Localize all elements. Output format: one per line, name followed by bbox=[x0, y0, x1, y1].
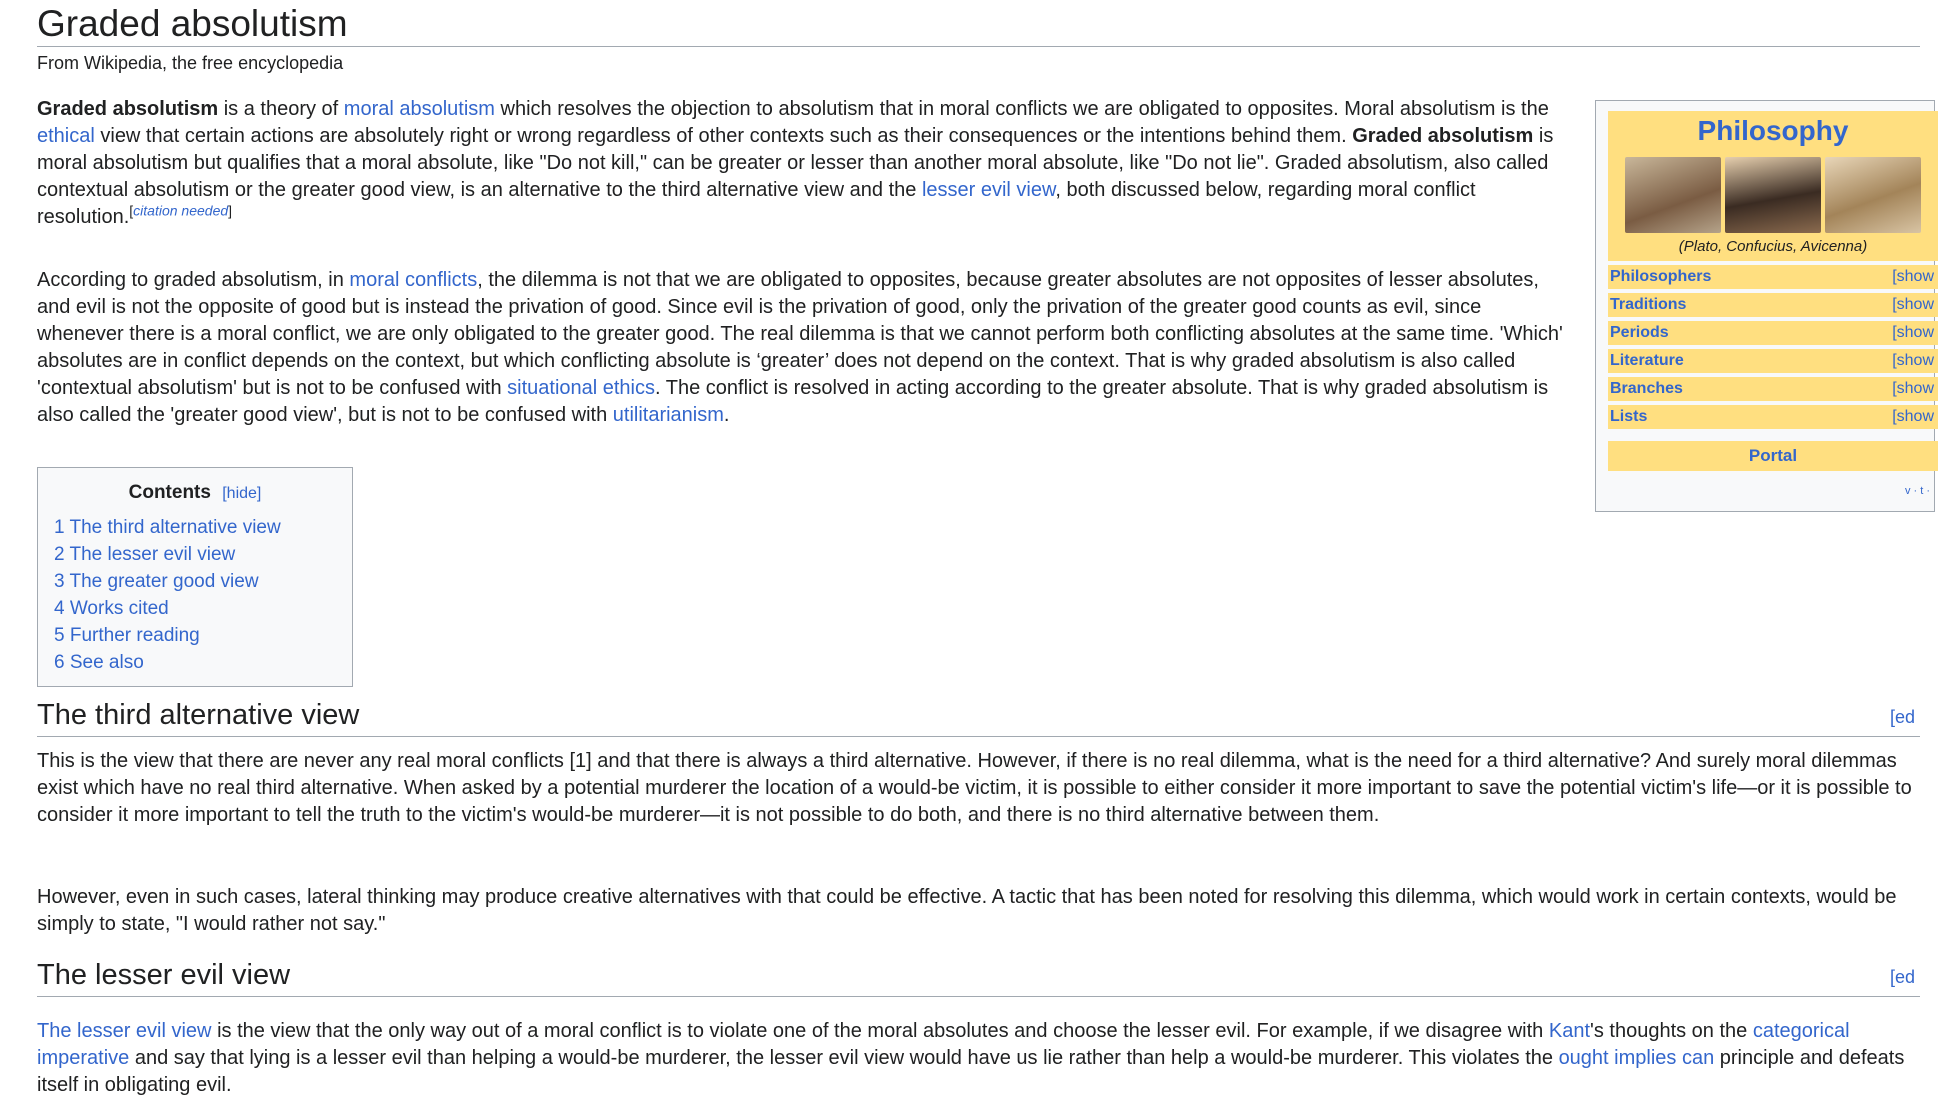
text: . The conflict is resolved in acting according to the greater absolute. That is why graded absolutism is also called the 'greater good view', but is not to be confused with bbox=[37, 377, 1549, 426]
toc-title: Contents bbox=[128, 482, 211, 503]
infobox-title[interactable]: Philosophy bbox=[1608, 111, 1938, 153]
infobox-row-label[interactable]: Literature bbox=[1610, 352, 1684, 369]
infobox-caption: (Plato, Confucius, Avicenna) bbox=[1608, 237, 1938, 261]
text: is a theory of bbox=[218, 98, 344, 120]
infobox-row-literature[interactable] bbox=[1608, 349, 1938, 373]
text: According to graded absolutism, in bbox=[37, 269, 350, 291]
avicenna-portrait-image[interactable] bbox=[1825, 157, 1921, 233]
infobox-vte-links[interactable]: v · t · bbox=[1904, 485, 1930, 497]
infobox-inner bbox=[1608, 111, 1938, 497]
toc-link-works-cited[interactable]: 4 Works cited bbox=[54, 598, 169, 619]
text: , both discussed below, regarding moral conflict resolution. bbox=[37, 179, 1476, 228]
link-moral-absolutism[interactable]: moral absolutism bbox=[343, 98, 495, 120]
infobox-row-traditions[interactable] bbox=[1608, 293, 1938, 317]
citation-needed-label[interactable]: citation needed bbox=[133, 202, 229, 219]
link-ought-implies-can[interactable]: ought implies can bbox=[1558, 1047, 1715, 1069]
infobox-show-toggle[interactable]: [show bbox=[1892, 296, 1934, 313]
infobox-portal-link[interactable]: Portal bbox=[1608, 441, 1938, 471]
intro-paragraph-2 bbox=[37, 267, 1567, 429]
toc-item[interactable] bbox=[54, 595, 352, 622]
intro-paragraph-1 bbox=[37, 96, 1567, 231]
toc-link-further-reading[interactable]: 5 Further reading bbox=[54, 625, 200, 646]
infobox-row-label[interactable]: Lists bbox=[1610, 408, 1648, 425]
infobox-row-label[interactable]: Philosophers bbox=[1610, 268, 1712, 285]
table-of-contents bbox=[37, 467, 353, 687]
link-kant[interactable]: Kant bbox=[1548, 1020, 1591, 1042]
philosophy-infobox bbox=[1595, 100, 1935, 512]
infobox-row-branches[interactable] bbox=[1608, 377, 1938, 401]
toc-link-third-alternative[interactable]: 1 The third alternative view bbox=[54, 517, 281, 538]
infobox-show-toggle[interactable]: [show bbox=[1892, 268, 1934, 285]
link-ethical[interactable]: ethical bbox=[37, 125, 95, 147]
section-heading-third-alternative: The third alternative view bbox=[37, 699, 360, 731]
infobox-show-toggle[interactable]: [show bbox=[1892, 324, 1934, 341]
link-lesser-evil-view[interactable]: The lesser evil view bbox=[37, 1020, 212, 1042]
text: , the dilemma is not that we are obligated to opposites, because greater absolutes are not opposites of lesser absolutes, and evil is not the opposite of good but is instead the privation of good. Since evil is the privation of good, only the privation of the greater good counts as evil, since whenever there is a moral conflict, we are only obligated to the greater good. The real dilemma is that we cannot perform both conflicting absolutes at the same time. 'Which' absolutes are in conflict depends on the context, but which conflicting absolute is ‘greater’ does not depend on the context. That is why graded absolutism is also called 'contextual absolutism' but is not to be confused with bbox=[37, 269, 1563, 399]
bold-term: Graded absolutism bbox=[1352, 125, 1534, 147]
toc-item[interactable] bbox=[54, 622, 352, 649]
text: . bbox=[723, 404, 730, 426]
link-situational-ethics[interactable]: situational ethics bbox=[507, 377, 656, 399]
confucius-portrait-image[interactable] bbox=[1725, 157, 1821, 233]
text: principle and defeats itself in obligating evil. bbox=[37, 1047, 1905, 1096]
toc-item[interactable] bbox=[54, 541, 352, 568]
infobox-row-philosophers[interactable] bbox=[1608, 265, 1938, 289]
infobox-show-toggle[interactable]: [show bbox=[1892, 408, 1934, 425]
citation-needed[interactable] bbox=[129, 202, 232, 218]
text: which resolves the objection to absolutism that in moral conflicts we are obligated to opposites. Moral absolutism is the bbox=[494, 98, 1549, 120]
text: is the view that the only way out of a moral conflict is to violate one of the moral absolutes and choose the lesser evil. For example, if we disagree with bbox=[211, 1020, 1549, 1042]
toc-list bbox=[54, 514, 352, 676]
section-1-paragraph-2: However, even in such cases, lateral thinking may produce creative alternatives with that could be effective. A tactic that has been noted for resolving this dilemma, which would work in certain contexts, would be simply to state, "I would rather not say." bbox=[37, 886, 1897, 935]
toc-item[interactable] bbox=[54, 568, 352, 595]
text: is moral absolutism but qualifies that a moral absolute, like "Do not kill," can be greater or lesser than another moral absolute, like "Do not lie". Graded absolutism, also called contextual absolutism or the greater good view, is an alternative to the third alternative view and the bbox=[37, 125, 1554, 201]
section-1-paragraph-1: This is the view that there are never any real moral conflicts [1] and that there is always a third alternative. However, if there is no real dilemma, what is the need for a third alternative? And surely moral dilemmas exist which have no real third alternative. When asked by a potential murderer the location of a would-be victim, it is possible to either consider it more important to save the potential victim's life—or it is possible to consider it more important to tell the truth to the victim's would-be murderer—it is not possible to do both, and there is no third alternative between them. bbox=[37, 750, 1912, 826]
text: and say that lying is a lesser evil than helping a would-be murderer, the lesser evil view would have us lie rather than help a would-be murderer. This violates the bbox=[129, 1047, 1559, 1069]
infobox-row-label[interactable]: Branches bbox=[1610, 380, 1683, 397]
bold-term: Graded absolutism bbox=[37, 98, 219, 120]
citation-bracket: [ bbox=[129, 202, 134, 219]
section-divider bbox=[37, 996, 1920, 997]
infobox-row-label[interactable]: Periods bbox=[1610, 324, 1669, 341]
toc-link-lesser-evil[interactable]: 2 The lesser evil view bbox=[54, 544, 236, 565]
toc-item[interactable] bbox=[54, 514, 352, 541]
section-2-paragraph-1 bbox=[37, 1018, 1917, 1099]
edit-section-link[interactable]: [ed bbox=[1890, 967, 1916, 987]
toc-link-see-also[interactable]: 6 See also bbox=[54, 652, 144, 673]
text: view that certain actions are absolutely right or wrong regardless of other contexts such as their consequences or the intentions behind them. bbox=[94, 125, 1353, 147]
infobox-show-toggle[interactable]: [show bbox=[1892, 352, 1934, 369]
link-utilitarianism[interactable]: utilitarianism bbox=[612, 404, 724, 426]
infobox-show-toggle[interactable]: [show bbox=[1892, 380, 1934, 397]
toc-header bbox=[38, 482, 352, 504]
infobox-row-lists[interactable] bbox=[1608, 405, 1938, 429]
toc-link-greater-good[interactable]: 3 The greater good view bbox=[54, 571, 259, 592]
link-lesser-evil-view[interactable]: lesser evil view bbox=[921, 179, 1056, 201]
toc-item[interactable] bbox=[54, 649, 352, 676]
edit-section-link[interactable]: [ed bbox=[1890, 707, 1916, 727]
infobox-portraits bbox=[1608, 153, 1938, 237]
section-divider bbox=[37, 736, 1920, 737]
link-moral-conflicts[interactable]: moral conflicts bbox=[349, 269, 478, 291]
page-title: Graded absolutism bbox=[37, 3, 348, 44]
title-divider bbox=[37, 46, 1920, 47]
plato-portrait-image[interactable] bbox=[1625, 157, 1721, 233]
text: 's thoughts on the bbox=[1590, 1020, 1753, 1042]
toc-hide-toggle[interactable]: [hide] bbox=[222, 485, 262, 502]
article-content bbox=[37, 0, 1934, 1096]
infobox-row-periods[interactable] bbox=[1608, 321, 1938, 345]
site-tagline: From Wikipedia, the free encyclopedia bbox=[37, 53, 344, 73]
infobox-row-label[interactable]: Traditions bbox=[1610, 296, 1687, 313]
link-categorical-imperative[interactable]: categorical imperative bbox=[37, 1020, 1850, 1069]
section-heading-lesser-evil: The lesser evil view bbox=[37, 959, 291, 991]
citation-bracket: ] bbox=[228, 202, 233, 219]
